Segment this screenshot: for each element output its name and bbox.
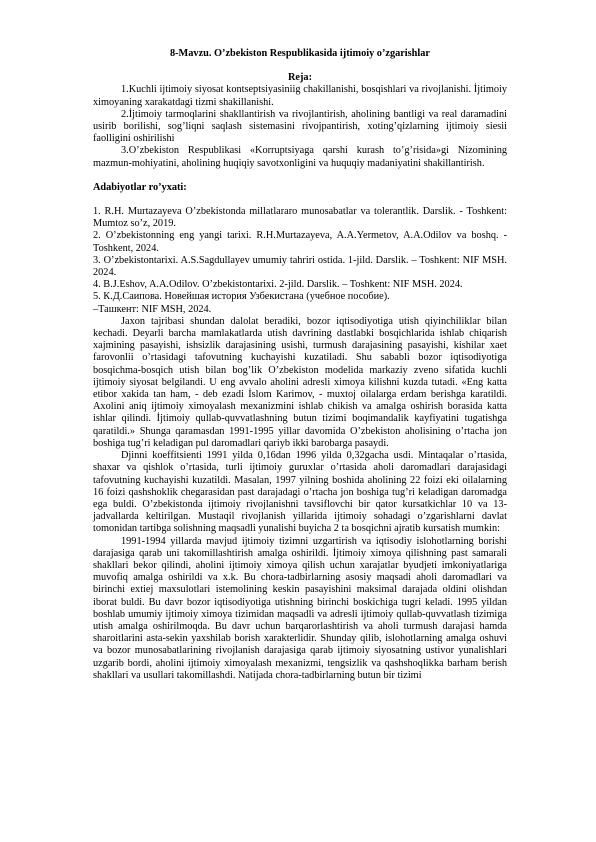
reference-item-3: 3. O’zbekistontarixi. A.S.Sagdullayev umumiy tahriri ostida. 1-jild. Darslik. – Toshkent: NIF MSH. 2024. (93, 254, 507, 279)
references-list (93, 206, 507, 316)
body-paragraph-1: Jaxon tajribasi shundan dalolat beradiki, bozor iqtisodiyotiga utish qiyinchiliklar bilan kechadi. Deyarli barcha mamlakatlarda utish davrining dastlabki bosqichlarida ishlab chiqarish xajmining pasayishi, ishsizlik darajasining usishi, turmush darajasining pasayishi, kishilar xaet farovonlii o’rtasidagi tafovutning kuchayishi kuzatiladi. Shu sababli bozor iqtisodiyotiga bosqichma-bosqich utish bilan bog’lik O’zbekiston modelida markaziy zveno sifatida kuchli ijtimoiy siyosat belgilandi. U eng avvalo aholini adresli ximoya kilishni kuzda tutadi. «Eng katta etibor xakida tan ham, - deb ezadi İslom Karimov, - muxtoj oilalarga erdam berishga karatildi. Axolini aniq ijtimoiy ximoyalash mexanizmini ishlab chikish va amalga oshirish borasida katta ishlar qilindi. İjtimoiy qullab-quvvatlashning butun tizimi boqimandalik kayfiyatini tugatishga qaratildi.» Shunga qaramasdan 1991-1995 yillar davomida O’zbekiston aholisining o’rtacha jon boshiga tug’ri keladigan pul daromadlari qariyb ikki barobarga pasaydi. (93, 315, 507, 449)
plan-item-2: 2.İjtimoiy tarmoqlarini shakllantirish va rivojlantirish, aholining bantligi va real daramadini usirib borilishi, sog’liqni saqlash sistemasini rivojpantirish, xoting’qizlarning ijtimoiy siesii faolligini oshirilishi (93, 108, 507, 145)
body-paragraph-2: Djinni koeffitsienti 1991 yilda 0,16dan 1996 yilda 0,32gacha usdi. Mintaqalar o’rtasida, shaxar va qishlok o’rtasida, turli ijtimoiy guruxlar o’rtasida aholi daromadlari darajasidagi tafovutning kuchayishi kuzatildi. Masalan, 1997 yilning boshida aholining 22 foizi eki oilalarning 16 foizi qashshoklik chegarasidan past darajadagi o’rtacha jon boshiga tug’ri keladigan daromadga ega buldi. O’zbekistonda ijtimoiy rivojlanishni tavsiflovchi bir qator kursatkichlar 10 va 13-jadvallarda keltirilgan. Mustaqil rivojlanish yillarida ijtimoiy sohadagi o’zgarishlarni davlat tomonidan tartibga solishning maqsadli yunalishi buyicha 2 ta bosqichni ajratib kursatish mumkin: (93, 450, 507, 535)
document-title: 8-Mavzu. O’zbekiston Respublikasida ijtimoiy o’zgarishlar (169, 48, 430, 59)
reference-item-5: 5. К.Д.Саипова. Новейшая история Узбекистана (учебное пособие). (93, 291, 390, 303)
plan-item-1: 1.Kuchli ijtimoiy siyosat kontseptsiyasiniig chakillanishi, bosqishlari va rivojlanishi. İjtimoiy ximoyaning xarakatdagi tizmi shakillanishi. (93, 84, 507, 108)
reference-item-2: 2. O’zbekistonning eng yangi tarixi. R.H.Murtazayeva, A.A.Yermetov, A.A.Odilov va boshq. - Toshkent, 2024. (93, 230, 507, 254)
reference-item-1: 1. R.H. Murtazayeva O’zbekistonda millatlararo munosabatlar va tolerantlik. Darslik. - Toshkent: Mumtoz so’z, 2019. (93, 206, 507, 230)
body-paragraph-3: 1991-1994 yillarda mavjud ijtimoiy tizimni uzgartirish va iqtisodiy islohotlarning borishi darajasiga qarab uni takomillashtirish amalga oshirildi. İjtimoiy ximoya qilishning past samarali shakllari bekor qilindi, aholini ijtimoiy ximoya qilish uchun xarajatlar byudjeti imkoniyatlariga muvofiq amalga oshirildi va x.k. Bu chora-tadbirlarning asosiy maqsadi aholi daromadlari va birinchi extiej maxsulotlari istemolining keskin pasayishini maksimal darajada oldini olishdan iborat buldi. Bu davr bozor iqtisodiyotiga utishning birinchi boskichiga tugri keladi. 1995 yildan boshlab umumiy ijtimoiy ximoya tizimidan maqsadli va adresli ijtimoiy qullab-quvvatlash tizimiga utish amalga oshirilmoqda. Bu davr uchun barqarorlashtirish va aholi turmush darajasi hamda sharoitlarini asta-sekin yaxshilab borish xarakterlidir. Shunday qilib, islohotlarning amalga oshuvi va bozor munosabatlarining rivojlanish darajasiga qarab ijtimoiy siyosatning ustivor yunalishlari uzgarib bordi, aholini ijtimoiy ximoyalash mexanizmi, tengsizlik va qashshoqlikka barham berish shakllari va usullari takomillashdi. Natijada chora-tadbirlarning butun bir tizimi (93, 535, 507, 681)
plan-item-3: 3.O’zbekiston Respublikasi «Korruptsiyaga qarshi kurash to’g’risida»gi Nizomining mazmun-mohiyatini, aholining huqiqiy savotxonligini va huquqiy madaniyatini shakillantirish. (93, 145, 507, 169)
references-heading: Adabiyotlar ro’yxati: (93, 181, 187, 193)
plan-heading: Reja: (287, 72, 312, 84)
reference-item-5-continuation: –Ташкент: NIF MSH, 2024. (93, 303, 212, 315)
reference-item-4: 4. B.J.Eshov, A.A.Odilov. O’zbekistontarixi. 2-jild. Darslik. – Toshkent: NIF MSH. 2024. (93, 279, 463, 291)
document-page (93, 48, 507, 682)
